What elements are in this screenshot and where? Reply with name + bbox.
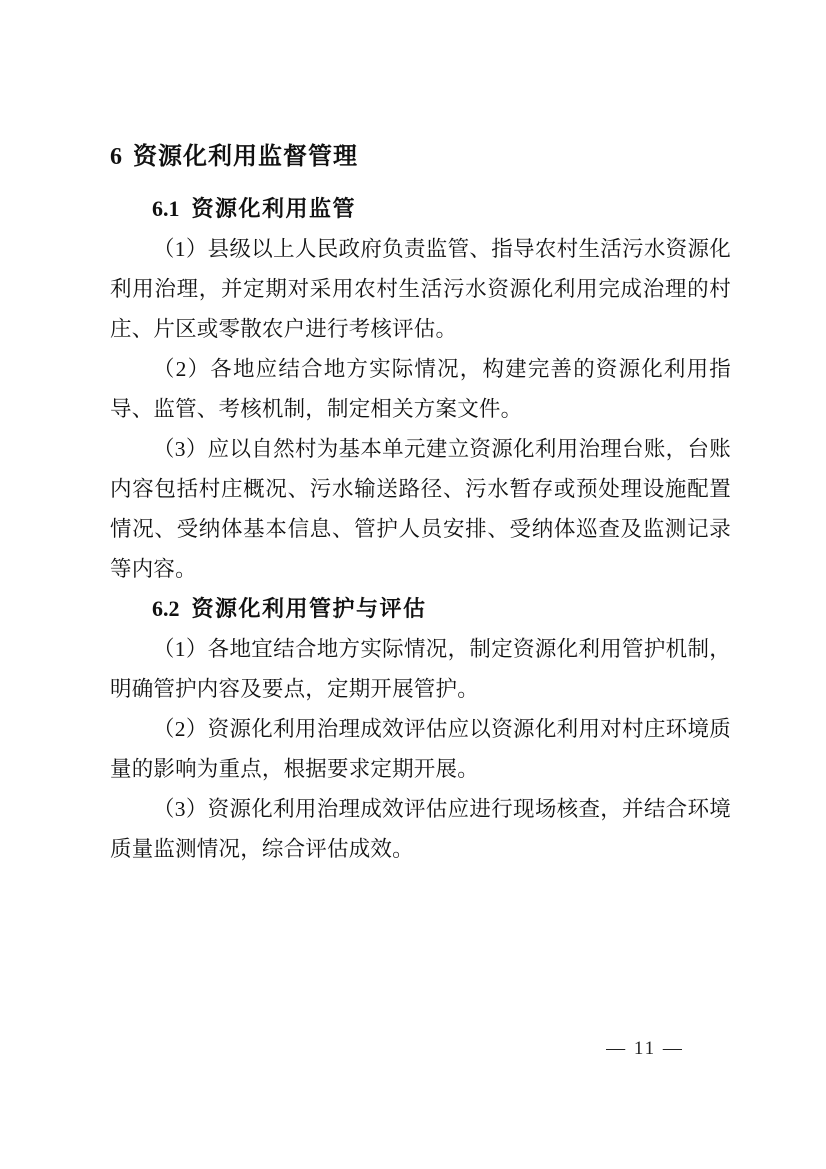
chapter-number: 6 bbox=[110, 144, 123, 170]
paragraph-6-1-item-1: （1）县级以上人民政府负责监管、指导农村生活污水资源化利用治理，并定期对采用农村生活污水资源化利用完成治理的村庄、片区或零散农户进行考核评估。 bbox=[110, 237, 731, 341]
paragraph-6-2-item-2: （2）资源化利用治理成效评估应以资源化利用对村庄环境质量的影响为重点，根据要求定期开展。 bbox=[110, 717, 731, 781]
paragraph-6-1-item-2: （2）各地应结合地方实际情况，构建完善的资源化利用指导、监管、考核机制，制定相关方案文件。 bbox=[110, 357, 731, 421]
section-heading-6-2 bbox=[152, 589, 731, 629]
paragraph-6-1-item-3: （3）应以自然村为基本单元建立资源化利用治理台账，台账内容包括村庄概况、污水输送路径、污水暂存或预处理设施配置情况、受纳体基本信息、管护人员安排、受纳体巡查及监测记录等内容。 bbox=[110, 437, 731, 581]
section-number: 6.1 bbox=[152, 196, 180, 221]
chapter-heading bbox=[110, 141, 731, 173]
section-heading-6-1 bbox=[152, 189, 731, 229]
paragraph-6-2-item-1: （1）各地宜结合地方实际情况，制定资源化利用管护机制，明确管护内容及要点，定期开展管护。 bbox=[110, 637, 731, 701]
page-number: — 11 — bbox=[606, 1038, 684, 1059]
section-number: 6.2 bbox=[152, 596, 180, 621]
section-title: 资源化利用监管 bbox=[191, 196, 357, 221]
chapter-title: 资源化利用监督管理 bbox=[133, 143, 358, 170]
paragraph-6-2-item-3: （3）资源化利用治理成效评估应进行现场核查，并结合环境质量监测情况，综合评估成效。 bbox=[110, 797, 731, 861]
document-content bbox=[110, 141, 731, 869]
section-title: 资源化利用管护与评估 bbox=[191, 596, 427, 621]
